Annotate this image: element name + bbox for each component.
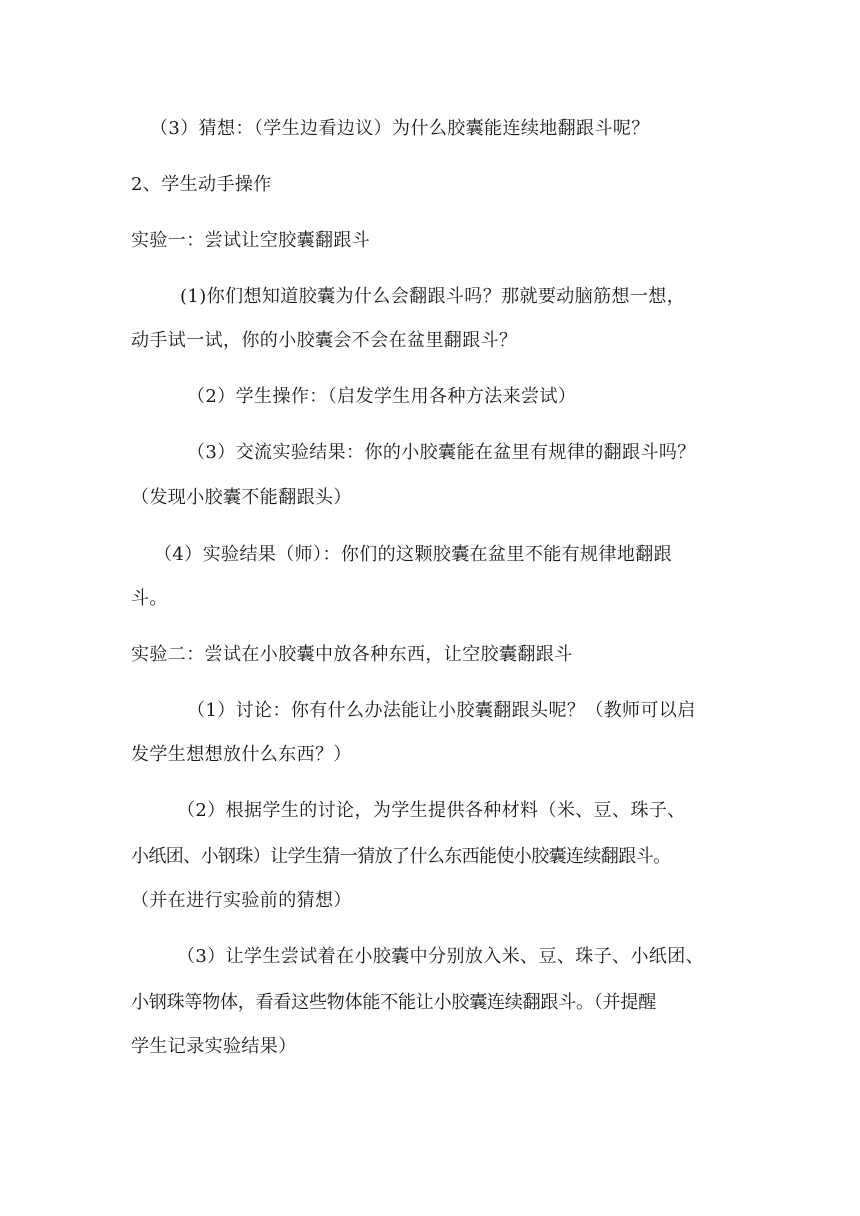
- exp1-step1-line2: 动手试一试，你的小胶囊会不会在盆里翻跟斗？: [131, 330, 518, 351]
- exp2-step2-line2: 小纸团、小钢珠）让学生猜一猜放了什么东西能使小胶囊连续翻跟斗。: [131, 846, 671, 867]
- exp2-step2-line3: （并在进行实验前的猜想）: [131, 890, 352, 911]
- exp1-step1-line1: (1)你们想知道胶囊为什么会翻跟斗吗？那就要动脑筋想一想，: [180, 286, 686, 307]
- heading-experiment-one: 实验一：尝试让空胶囊翻跟斗: [131, 230, 371, 251]
- heading-student-operation: 2、学生动手操作: [131, 174, 272, 195]
- exp2-step3-line1: （3）让学生尝试着在小胶囊中分别放入米、豆、珠子、小纸团、: [177, 946, 705, 967]
- exp1-step4-line1: （4）实验结果（师）：你们的这颗胶囊在盆里不能有规律地翻跟: [154, 544, 673, 565]
- exp2-step3-line3: 学生记录实验结果）: [131, 1036, 297, 1057]
- exp2-step3-line2: 小钢珠等物体，看看这些物体能不能让小胶囊连续翻跟斗。（并提醒: [131, 992, 656, 1013]
- paragraph-guess: （3）猜想：（学生边看边议）为什么胶囊能连续地翻跟斗呢？: [150, 118, 650, 139]
- exp1-step3-line1: （3）交流实验结果：你的小胶囊能在盆里有规律的翻跟斗吗？: [187, 442, 696, 463]
- exp2-step1-line1: （1）讨论：你有什么办法能让小胶囊翻跟头呢？（教师可以启: [187, 700, 696, 721]
- exp2-step1-line2: 发学生想想放什么东西？）: [131, 744, 352, 765]
- exp1-step4-line2: 斗。: [131, 588, 168, 609]
- exp1-step3-line2: （发现小胶囊不能翻跟头）: [131, 487, 352, 508]
- exp2-step2-line1: （2）根据学生的讨论，为学生提供各种材料（米、豆、珠子、: [177, 800, 686, 821]
- exp1-step2: （2）学生操作：（启发学生用各种方法来尝试）: [187, 386, 577, 407]
- heading-experiment-two: 实验二：尝试在小胶囊中放各种东西，让空胶囊翻跟斗: [131, 644, 573, 665]
